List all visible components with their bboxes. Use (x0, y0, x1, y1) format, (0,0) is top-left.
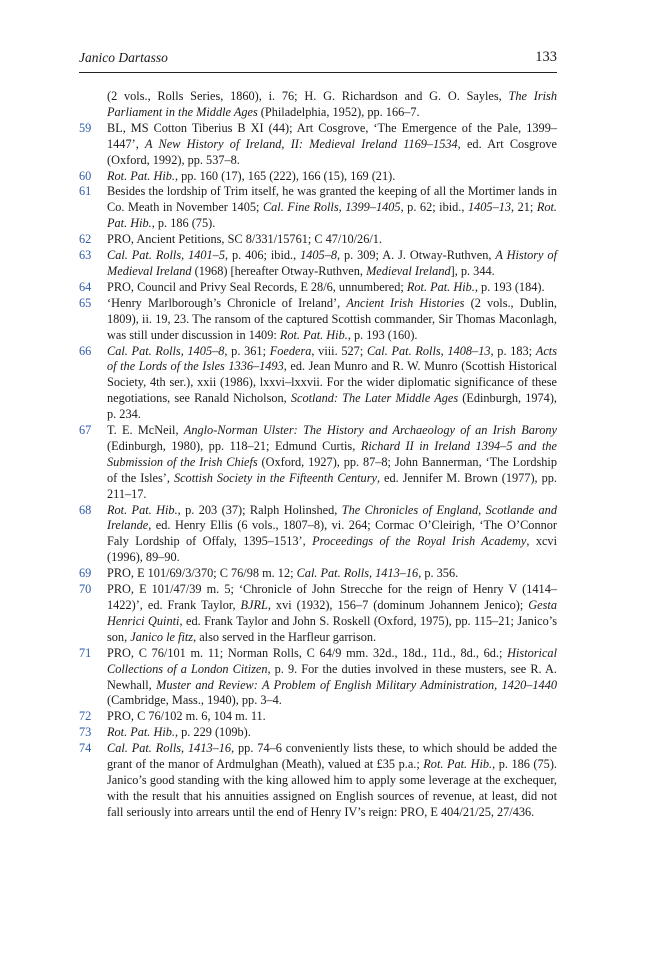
endnote-text: PRO, E 101/69/3/370; C 76/98 m. 12; Cal. Pat. Rolls, 1413–16, p. 356. (107, 566, 459, 581)
endnote (79, 725, 557, 741)
endnote-text: PRO, C 76/102 m. 6, 104 m. 11. (107, 709, 266, 724)
endnote-text: PRO, E 101/47/39 m. 5; ‘Chronicle of John Strecche for the reign of Henry V (1414–1422)’, ed. Frank Taylor, BJRL, xvi (1932), 156–7 (dominum Johannem Jenico); Gesta Henrici Quinti, ed. Frank Taylor and John S. Roskell (Oxford, 1975), pp. 115–21; Janico’s son, Janico le fitz, also served in the Harfleur garrison. (107, 582, 557, 644)
endnote (79, 646, 557, 710)
endnote (79, 184, 557, 232)
header-rule (79, 72, 557, 73)
endnote (79, 248, 557, 280)
endnote-text: Cal. Pat. Rolls, 1401–5, p. 406; ibid., 1405–8, p. 309; A. J. Otway-Ruthven, A History of Medieval Ireland (1968) [hereafter Otway-Ruthven, Medieval Ireland], p. 344. (107, 248, 557, 278)
endnote (79, 709, 557, 725)
endnote-text: PRO, Ancient Petitions, SC 8/331/15761; C 47/10/26/1. (107, 232, 382, 247)
endnote (79, 232, 557, 248)
endnote-number[interactable]: 61 (79, 184, 92, 199)
endnote-text: Cal. Pat. Rolls, 1405–8, p. 361; Foedera, viii. 527; Cal. Pat. Rolls, 1408–13, p. 183; Acts of the Lords of the Isles 1336–1493, ed. Jean Munro and R. W. Munro (Scottish Historical Society, 4th ser.), xxii (1986), lxxvi–lxxvii. For the wider diplomatic significance of these negotiations, see Ranald Nicholson, Scotland: The Later Middle Ages (Edinburgh, 1974), p. 234. (107, 343, 558, 422)
endnote-number[interactable]: 68 (79, 502, 92, 517)
endnote-text: Cal. Pat. Rolls, 1413–16, pp. 74–6 conveniently lists these, to which should be added the grant of the manor of Ardmulghan (Meath), valued at £35 p.a.; Rot. Pat. Hib., p. 186 (75). Janico’s good standing with the king allowed him to apply some leverage at the exchequer, with the result that his annuities assigned on English sources of revenue, at least, did not fall seriously into arrears until the end of Henry IV’s reign: PRO, E 404/21/25, 27/436. (107, 741, 557, 819)
endnote-number[interactable]: 62 (79, 232, 92, 247)
endnote-text: PRO, Council and Privy Seal Records, E 28/6, unnumbered; Rot. Pat. Hib., p. 193 (184). (107, 279, 545, 294)
endnote-number[interactable]: 65 (79, 295, 92, 310)
endnote-number[interactable]: 63 (79, 248, 92, 263)
endnote-text: Rot. Pat. Hib., p. 203 (37); Ralph Holinshed, The Chronicles of England, Scotlande and Irelande, ed. Henry Ellis (6 vols., 1807–8), vi. 264; Cormac O’Cleirigh, ‘The O’Connor Faly Lordship of Offaly, 1395–1513’, Proceedings of the Royal Irish Academy, xcvi (1996), 89–90. (107, 502, 557, 565)
endnote (79, 423, 557, 503)
endnote-text: PRO, C 76/101 m. 11; Norman Rolls, C 64/9 mm. 32d., 18d., 11d., 8d., 6d.; Historical Collections of a London Citizen, p. 9. For the duties involved in these musters, see R. A. Newhall, Muster and Review: A Problem of English Military Administration, 1420–1440 (Cambridge, Mass., 1940), pp. 3–4. (107, 645, 557, 708)
endnotes-list (79, 89, 557, 821)
endnote (79, 566, 557, 582)
endnote-text: T. E. McNeil, Anglo-Norman Ulster: The History and Archaeology of an Irish Barony (Edinburgh, 1980), pp. 118–21; Edmund Curtis, Richard II in Ireland 1394–5 and the Submission of the Irish Chiefs (Oxford, 1927), pp. 87–8; John Bannerman, ‘The Lordship of the Isles’, Scottish Society in the Fifteenth Century, ed. Jennifer M. Brown (1977), pp. 211–17. (107, 423, 557, 501)
endnote-text: BL, MS Cotton Tiberius B XI (44); Art Cosgrove, ‘The Emergence of the Pale, 1399–1447’, A New History of Ireland, II: Medieval Ireland 1169–1534, ed. Art Cosgrove (Oxford, 1992), pp. 537–8. (107, 120, 557, 167)
running-head (79, 50, 557, 70)
endnote-text: Besides the lordship of Trim itself, he was granted the keeping of all the Mortimer lands in Co. Meath in November 1405; Cal. Fine Rolls, 1399–1405, p. 62; ibid., 1405–13, 21; Rot. Pat. Hib., p. 186 (75). (107, 184, 558, 231)
endnote-text: Rot. Pat. Hib., p. 229 (109b). (107, 725, 251, 740)
endnote-number[interactable]: 69 (79, 566, 92, 581)
endnote (79, 503, 557, 567)
endnote-number[interactable]: 64 (79, 279, 92, 294)
endnote-number[interactable]: 67 (79, 423, 92, 438)
endnote (79, 344, 557, 424)
endnote-number[interactable]: 73 (79, 725, 92, 740)
endnote-number[interactable]: 72 (79, 709, 92, 724)
endnote-number[interactable]: 60 (79, 168, 92, 183)
page-number: 133 (535, 49, 557, 65)
endnote (79, 280, 557, 296)
endnote (79, 169, 557, 185)
endnote-number[interactable]: 71 (79, 645, 92, 660)
endnote (79, 89, 557, 121)
endnote-text: ‘Henry Marlborough’s Chronicle of Ireland’, Ancient Irish Histories (2 vols., Dublin, 1809), ii. 19, 23. The ransom of the captured Scottish commander, Sir Thomas Maconlagh, was still under discussion in 1409: Rot. Pat. Hib., p. 193 (160). (107, 295, 557, 342)
endnote-number[interactable]: 74 (79, 741, 92, 756)
endnote-number[interactable]: 70 (79, 582, 92, 597)
running-head-title: Janico Dartasso (79, 50, 168, 65)
endnote (79, 741, 557, 821)
endnote-text: Rot. Pat. Hib., pp. 160 (17), 165 (222), 166 (15), 169 (21). (107, 168, 396, 183)
endnote (79, 121, 557, 169)
endnote (79, 582, 557, 646)
endnote-number[interactable]: 59 (79, 120, 92, 135)
endnote-number[interactable]: 66 (79, 343, 92, 358)
endnote (79, 296, 557, 344)
endnote-text: (2 vols., Rolls Series, 1860), i. 76; H. G. Richardson and G. O. Sayles, The Irish Parliament in the Middle Ages (Philadelphia, 1952), pp. 166–7. (107, 89, 557, 119)
